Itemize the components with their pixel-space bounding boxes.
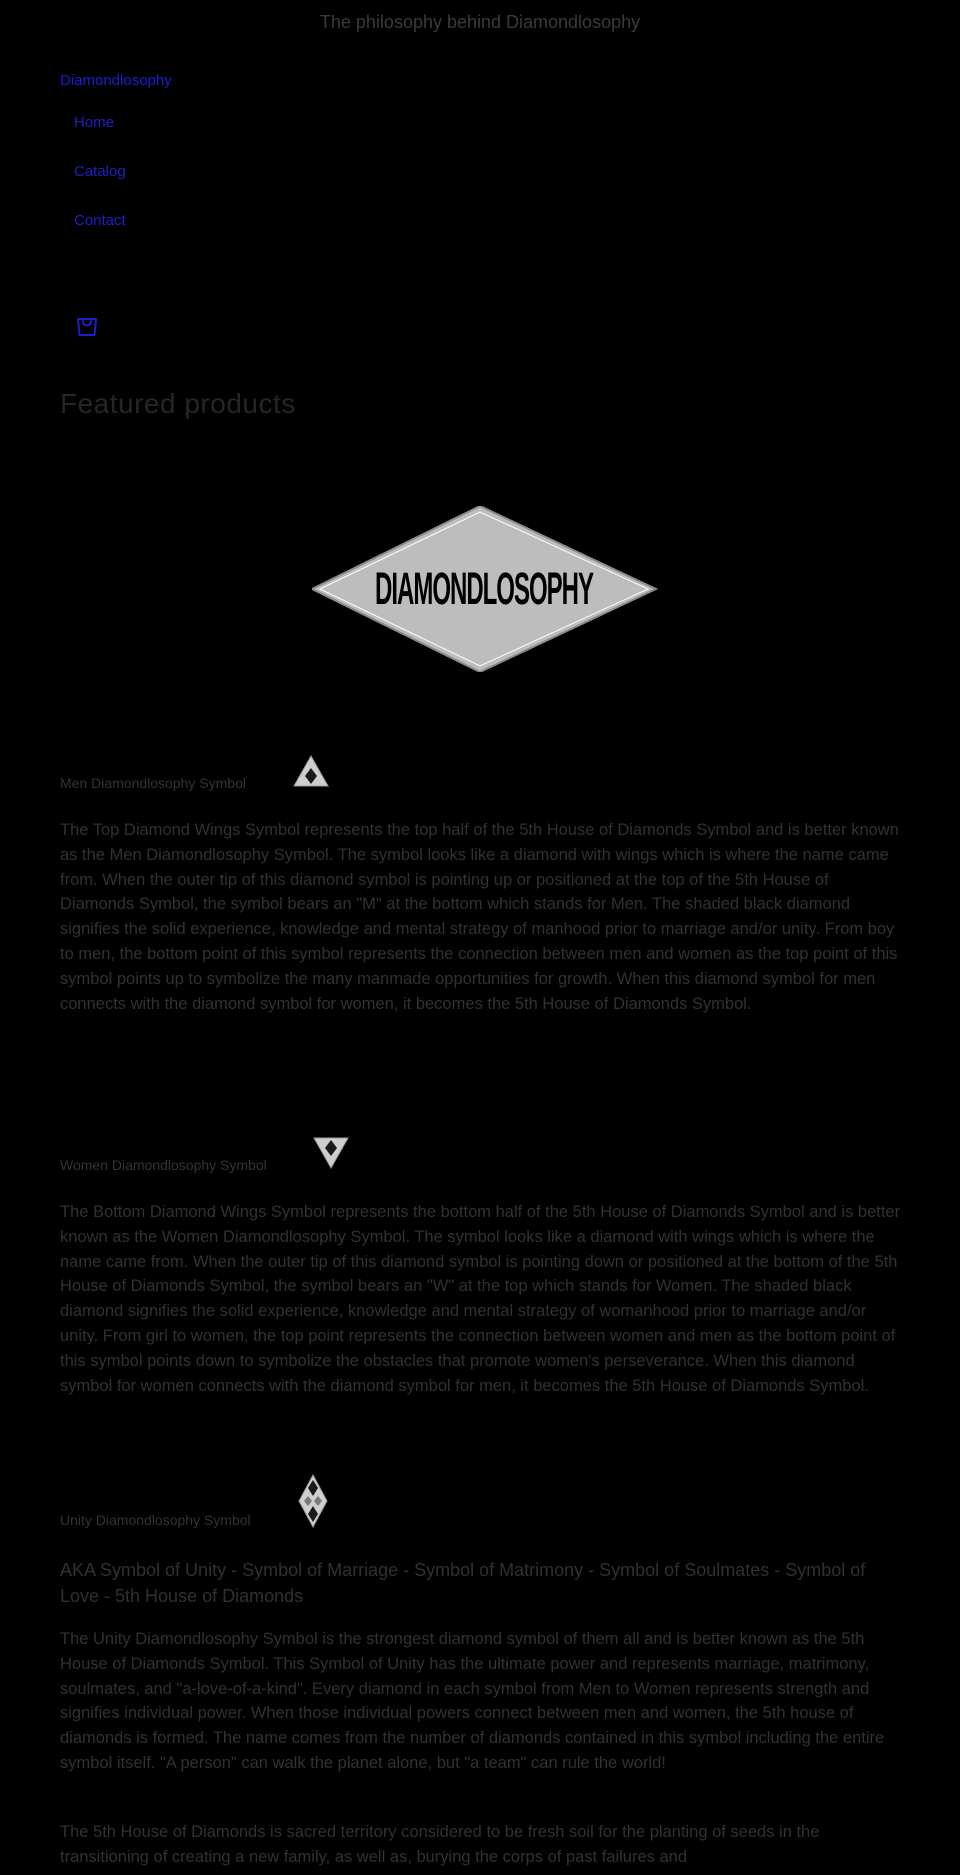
- logo-wordmark: DIAMONDLOSOPHY: [375, 562, 593, 615]
- cart-icon[interactable]: [74, 312, 100, 338]
- women-symbol-paragraph: The Bottom Diamond Wings Symbol represents the bottom half of the 5th House of Diamonds Symbol and is better known as the Women Diamondlosophy Symbol. The symbol looks like a diamond with wings which is where the name came from. When the outer tip of this diamond symbol is pointing down or positioned at the bottom of the 5th House of Diamonds Symbol, the symbol bears an "W" at the top which stands for Women. The shaded black diamond signifies the solid experience, knowledge and mental strategy of womanhood prior to marriage and/or unity. From girl to women, the top point represents the connection between women and men as the bottom point of this symbol points down to symbolize the obstacles that promote women's perseverance. When this diamond symbol for women connects with the diamond symbol for men, it becomes the 5th House of Diamonds Symbol.: [60, 1203, 901, 1395]
- unity-symbol-title: Unity Diamondlosophy Symbol: [60, 1512, 251, 1528]
- brand-link[interactable]: Diamondlosophy: [60, 72, 172, 89]
- unity-aka-subtitle: AKA Symbol of Unity - Symbol of Marriage - Symbol of Matrimony - Symbol of Soulmates - Symbol of Love - 5th House of Diamonds: [60, 1560, 866, 1606]
- nav-contact[interactable]: Contact: [74, 212, 126, 229]
- men-diamond-icon: [292, 754, 330, 788]
- page-banner: The philosophy behind Diamondlosophy: [319, 12, 641, 32]
- men-symbol-paragraph: The Top Diamond Wings Symbol represents the top half of the 5th House of Diamonds Symbol and is better known as the Men Diamondlosophy Symbol. The symbol looks like a diamond with wings which is where the name came from. When the outer tip of this diamond symbol is pointing up or positioned at the top of the 5th House of Diamonds Symbol, the symbol bears an "M" at the bottom which stands for Men. The shaded black diamond signifies the solid experience, knowledge and mental strategy of manhood prior to marriage and/or unity. From boy to men, the bottom point of this symbol represents the connection between men and women as the top point of this symbol points up to symbolize the many manmade opportunities for growth. When this diamond symbol for men connects with the diamond symbol for women, it becomes the 5th House of Diamonds Symbol.: [60, 821, 899, 1013]
- unity-paragraph-2: The 5th House of Diamonds is sacred territory considered to be fresh soil for the planting of seeds in the transitioning of creating a new family, as well as, burying the corps of past failures and: [60, 1823, 820, 1866]
- men-symbol-title: Men Diamondlosophy Symbol: [60, 775, 246, 791]
- nav-home[interactable]: Home: [74, 114, 115, 131]
- women-diamond-icon: [312, 1136, 350, 1170]
- women-symbol-title: Women Diamondlosophy Symbol: [60, 1157, 267, 1173]
- nav-catalog[interactable]: Catalog: [74, 163, 126, 180]
- diamondlosophy-logo: [312, 506, 660, 672]
- unity-diamond-icon: [296, 1474, 330, 1528]
- featured-products-heading: Featured products: [60, 388, 296, 419]
- unity-paragraph-1: The Unity Diamondlosophy Symbol is the strongest diamond symbol of them all and is better known as the 5th House of Diamonds Symbol. This Symbol of Unity has the ultimate power and represents marriage, matrimony, soulmates, and "a-love-of-a-kind". Every diamond in each symbol from Men to Women represents strength and signifies individual power. When those individual powers connect between men and women, the 5th house of diamonds is formed. The name comes from the number of diamonds contained in this symbol including the entire symbol itself. "A person" can walk the planet alone, but "a team" can rule the world!: [60, 1630, 885, 1772]
